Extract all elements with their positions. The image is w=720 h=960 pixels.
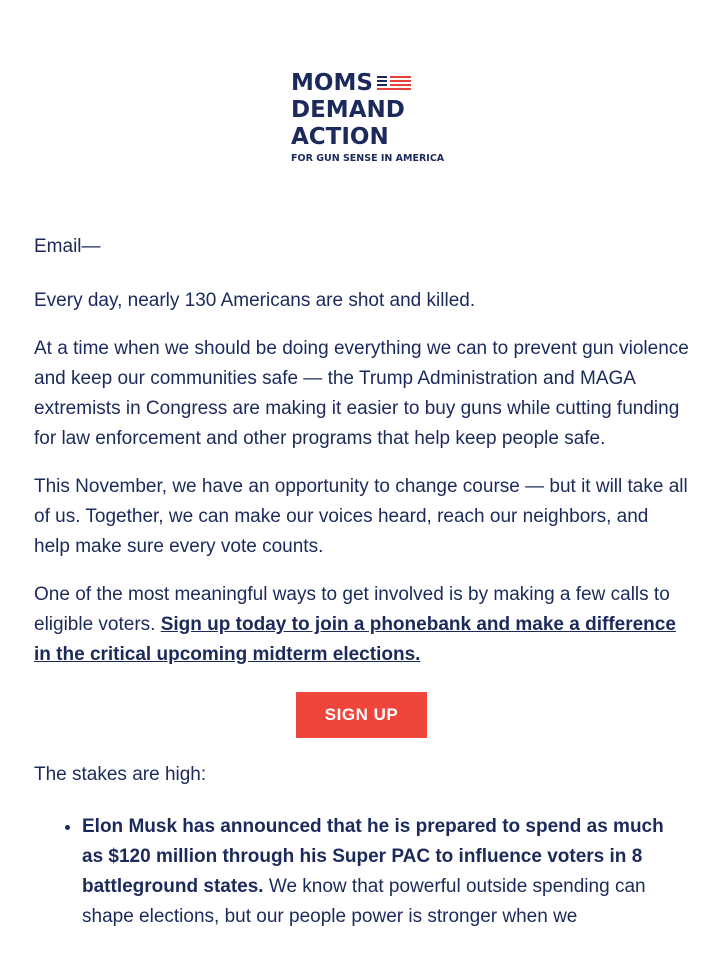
greeting: Email— <box>34 236 101 257</box>
phonebank-signup-link[interactable]: Sign up today to join a phonebank and make a difference in the critical upcoming midterm elections. <box>34 614 676 665</box>
logo-word-moms: MOMS <box>291 70 373 96</box>
stakes-heading: The stakes are high: <box>34 764 207 785</box>
bullet-bold-text: Elon Musk has announced that he is prepared to spend as much as $120 million through his Super PAC to influence voters in 8 battleground states. <box>82 816 664 897</box>
logo-word-action: ACTION <box>291 124 389 150</box>
flag-stripes-icon <box>377 76 411 90</box>
email-body <box>34 232 689 932</box>
bullet-text: We know that powerful outside spending can shape elections, but our people power is stronger when we <box>82 876 646 927</box>
stakes-list <box>34 812 689 932</box>
sign-up-button[interactable]: SIGN UP <box>296 692 427 738</box>
paragraph-statistic: Every day, nearly 130 Americans are shot and killed. <box>34 290 476 311</box>
logo-line-moms <box>291 70 431 97</box>
list-item <box>82 812 689 932</box>
paragraph-november: This November, we have an opportunity to change course — but it will take all of us. Together, we can make our voices heard, reach our neighbors, and help make sure every vote counts. <box>34 476 688 557</box>
paragraph-context: At a time when we should be doing everything we can to prevent gun violence and keep our communities safe — the Trump Administration and MAGA extremists in Congress are making it easier to buy guns while cutting funding for law enforcement and other programs that help keep people safe. <box>34 338 689 449</box>
logo-word-demand: DEMAND <box>291 97 405 123</box>
moms-demand-action-logo[interactable] <box>291 70 445 164</box>
cta-text: One of the most meaningful ways to get involved is by making a few calls to eligible voters. <box>34 584 670 635</box>
paragraph-call-to-action <box>34 580 689 670</box>
button-container <box>34 692 689 738</box>
logo-tagline: FOR GUN SENSE IN AMERICA <box>291 153 445 164</box>
